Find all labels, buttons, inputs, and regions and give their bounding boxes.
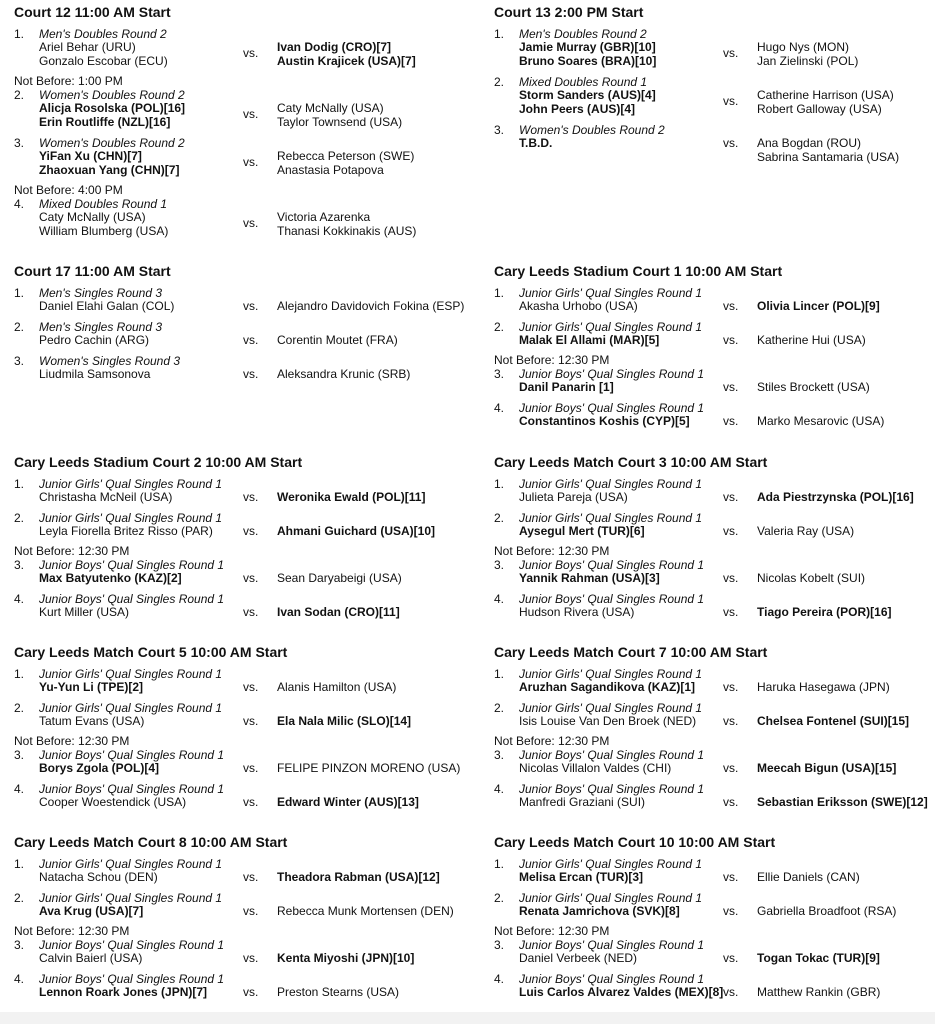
- right-player: Olivia Lincer (POL)[9]: [757, 299, 880, 313]
- event-name: Junior Boys' Qual Singles Round 1: [519, 782, 705, 796]
- match-row: [494, 971, 935, 1011]
- right-player: Victoria Azarenka: [277, 210, 371, 224]
- right-player: Catherine Harrison (USA): [757, 88, 894, 102]
- match-number: 4.: [14, 782, 25, 796]
- left-player: Zhaoxuan Yang (CHN)[7]: [39, 163, 180, 177]
- event-name: Women's Doubles Round 2: [39, 136, 185, 150]
- left-player: Kurt Miller (USA): [39, 605, 130, 619]
- match-row: [14, 87, 469, 127]
- event-name: Junior Girls' Qual Singles Round 1: [39, 667, 223, 681]
- left-player: Constantinos Koshis (CYP)[5]: [519, 414, 690, 428]
- event-name: Junior Girls' Qual Singles Round 1: [519, 511, 703, 525]
- court-title: Court 17 11:00 AM Start: [14, 263, 171, 279]
- event-name: Junior Boys' Qual Singles Round 1: [519, 592, 705, 606]
- right-player: Nicolas Kobelt (SUI): [757, 571, 866, 585]
- right-player: Ivan Dodig (CRO)[7]: [277, 40, 391, 54]
- left-player: Cooper Woestendick (USA): [39, 795, 187, 809]
- right-player: Caty McNally (USA): [277, 101, 384, 115]
- right-player: Kenta Miyoshi (JPN)[10]: [277, 951, 415, 965]
- left-player: Danil Panarin [1]: [519, 380, 614, 394]
- event-name: Junior Boys' Qual Singles Round 1: [519, 972, 705, 986]
- vs-label: vs.: [243, 524, 259, 538]
- match-number: 4.: [494, 782, 505, 796]
- left-player: Daniel Elahi Galan (COL): [39, 299, 175, 313]
- match-number: 4.: [14, 197, 25, 211]
- match-number: 1.: [494, 857, 505, 871]
- left-player: Erin Routliffe (NZL)[16]: [39, 115, 171, 129]
- right-player: Sebastian Eriksson (SWE)[12]: [757, 795, 928, 809]
- vs-label: vs.: [723, 795, 739, 809]
- court-title: Cary Leeds Match Court 10 10:00 AM Start: [494, 834, 776, 850]
- match-number: 3.: [14, 136, 25, 150]
- match-number: 2.: [14, 511, 25, 525]
- vs-label: vs.: [723, 333, 739, 347]
- not-before-note: Not Before: 12:30 PM: [14, 544, 130, 558]
- match-number: 4.: [494, 592, 505, 606]
- right-player: Weronika Ewald (POL)[11]: [277, 490, 426, 504]
- match-number: 1.: [494, 477, 505, 491]
- match-number: 2.: [14, 891, 25, 905]
- not-before-note: Not Before: 12:30 PM: [494, 544, 610, 558]
- match-row: [494, 781, 935, 821]
- left-player: Yu-Yun Li (TPE)[2]: [39, 680, 143, 694]
- event-name: Junior Boys' Qual Singles Round 1: [519, 748, 705, 762]
- left-player: Aysegul Mert (TUR)[6]: [519, 524, 645, 538]
- event-name: Junior Boys' Qual Singles Round 1: [39, 748, 225, 762]
- vs-label: vs.: [243, 951, 259, 965]
- left-player: YiFan Xu (CHN)[7]: [39, 149, 142, 163]
- match-number: 1.: [14, 286, 25, 300]
- match-number: 2.: [494, 511, 505, 525]
- match-row: [14, 135, 469, 175]
- left-player: Julieta Pareja (USA): [519, 490, 628, 504]
- left-player: Tatum Evans (USA): [39, 714, 145, 728]
- right-player: Alejandro Davidovich Fokina (ESP): [277, 299, 465, 313]
- left-player: Gonzalo Escobar (ECU): [39, 54, 168, 68]
- match-number: 2.: [494, 75, 505, 89]
- vs-label: vs.: [243, 367, 259, 381]
- vs-label: vs.: [723, 136, 739, 150]
- left-player: John Peers (AUS)[4]: [519, 102, 636, 116]
- event-name: Men's Singles Round 3: [39, 320, 163, 334]
- left-player: Liudmila Samsonova: [39, 367, 151, 381]
- match-row: [494, 591, 935, 631]
- vs-label: vs.: [723, 904, 739, 918]
- left-player: Melisa Ercan (TUR)[3]: [519, 870, 644, 884]
- court-title: Cary Leeds Stadium Court 1 10:00 AM Start: [494, 263, 783, 279]
- match-number: 3.: [494, 123, 505, 137]
- left-player: Calvin Baierl (USA): [39, 951, 143, 965]
- event-name: Junior Girls' Qual Singles Round 1: [39, 477, 223, 491]
- page-bottom-edge: [0, 1012, 935, 1024]
- event-name: Junior Boys' Qual Singles Round 1: [39, 938, 225, 952]
- not-before-note: Not Before: 12:30 PM: [14, 924, 130, 938]
- match-row: [14, 196, 469, 236]
- vs-label: vs.: [723, 870, 739, 884]
- event-name: Junior Girls' Qual Singles Round 1: [519, 286, 703, 300]
- match-number: 1.: [14, 477, 25, 491]
- match-number: 3.: [14, 354, 25, 368]
- left-player: Isis Louise Van Den Broek (NED): [519, 714, 697, 728]
- right-player: Aleksandra Krunic (SRB): [277, 367, 411, 381]
- right-player: Valeria Ray (USA): [757, 524, 855, 538]
- left-player: Alicja Rosolska (POL)[16]: [39, 101, 186, 115]
- court-title: Cary Leeds Stadium Court 2 10:00 AM Start: [14, 454, 303, 470]
- right-player: Corentin Moutet (FRA): [277, 333, 398, 347]
- event-name: Junior Boys' Qual Singles Round 1: [519, 938, 705, 952]
- right-player: Togan Tokac (TUR)[9]: [757, 951, 880, 965]
- left-player: Storm Sanders (AUS)[4]: [519, 88, 656, 102]
- court-title: Cary Leeds Match Court 3 10:00 AM Start: [494, 454, 768, 470]
- left-player: Aruzhan Sagandikova (KAZ)[1]: [519, 680, 696, 694]
- left-player: Luis Carlos Alvarez Valdes (MEX)[8]: [519, 985, 724, 999]
- event-name: Junior Boys' Qual Singles Round 1: [39, 972, 225, 986]
- vs-label: vs.: [723, 380, 739, 394]
- event-name: Junior Girls' Qual Singles Round 1: [519, 320, 703, 334]
- vs-label: vs.: [723, 524, 739, 538]
- match-number: 1.: [494, 27, 505, 41]
- event-name: Junior Girls' Qual Singles Round 1: [39, 511, 223, 525]
- left-player: Max Batyutenko (KAZ)[2]: [39, 571, 182, 585]
- match-number: 4.: [494, 972, 505, 986]
- court-title: Cary Leeds Match Court 8 10:00 AM Start: [14, 834, 288, 850]
- event-name: Junior Girls' Qual Singles Round 1: [39, 891, 223, 905]
- right-player: Haruka Hasegawa (JPN): [757, 680, 890, 694]
- right-player: Stiles Brockett (USA): [757, 380, 870, 394]
- vs-label: vs.: [243, 333, 259, 347]
- match-number: 1.: [14, 857, 25, 871]
- right-player: Ellie Daniels (CAN): [757, 870, 860, 884]
- right-player: Austin Krajicek (USA)[7]: [277, 54, 416, 68]
- match-number: 3.: [494, 748, 505, 762]
- match-row: [14, 591, 469, 631]
- match-row: [14, 353, 469, 393]
- right-player: Ivan Sodan (CRO)[11]: [277, 605, 400, 619]
- event-name: Mixed Doubles Round 1: [39, 197, 168, 211]
- right-player: Sean Daryabeigi (USA): [277, 571, 402, 585]
- right-player: Thanasi Kokkinakis (AUS): [277, 224, 417, 238]
- match-number: 4.: [14, 972, 25, 986]
- not-before-note: Not Before: 12:30 PM: [14, 734, 130, 748]
- left-player: Hudson Rivera (USA): [519, 605, 635, 619]
- right-player: Marko Mesarovic (USA): [757, 414, 885, 428]
- vs-label: vs.: [243, 107, 259, 121]
- right-player: Taylor Townsend (USA): [277, 115, 403, 129]
- vs-label: vs.: [723, 680, 739, 694]
- vs-label: vs.: [243, 795, 259, 809]
- not-before-note: Not Before: 12:30 PM: [494, 924, 610, 938]
- left-player: Caty McNally (USA): [39, 210, 146, 224]
- right-player: Katherine Hui (USA): [757, 333, 866, 347]
- vs-label: vs.: [243, 985, 259, 999]
- right-player: Rebecca Munk Mortensen (DEN): [277, 904, 454, 918]
- vs-label: vs.: [243, 571, 259, 585]
- not-before-note: Not Before: 4:00 PM: [14, 183, 123, 197]
- left-player: Ariel Behar (URU): [39, 40, 136, 54]
- left-player: Malak El Allami (MAR)[5]: [519, 333, 660, 347]
- left-player: Natacha Schou (DEN): [39, 870, 158, 884]
- left-player: Yannik Rahman (USA)[3]: [519, 571, 660, 585]
- left-player: Bruno Soares (BRA)[10]: [519, 54, 657, 68]
- right-player: Ana Bogdan (ROU): [757, 136, 862, 150]
- not-before-note: Not Before: 12:30 PM: [494, 734, 610, 748]
- left-player: Manfredi Graziani (SUI): [519, 795, 646, 809]
- left-player: Akasha Urhobo (USA): [519, 299, 638, 313]
- court-title: Court 13 2:00 PM Start: [494, 4, 644, 20]
- right-player: Rebecca Peterson (SWE): [277, 149, 415, 163]
- vs-label: vs.: [243, 216, 259, 230]
- left-player: T.B.D.: [519, 136, 553, 150]
- event-name: Junior Boys' Qual Singles Round 1: [39, 558, 225, 572]
- vs-label: vs.: [243, 761, 259, 775]
- match-number: 4.: [494, 401, 505, 415]
- right-player: Robert Galloway (USA): [757, 102, 882, 116]
- left-player: William Blumberg (USA): [39, 224, 169, 238]
- right-player: Jan Zielinski (POL): [757, 54, 859, 68]
- vs-label: vs.: [243, 680, 259, 694]
- vs-label: vs.: [723, 94, 739, 108]
- match-number: 2.: [494, 320, 505, 334]
- right-player: Ela Nala Milic (SLO)[14]: [277, 714, 412, 728]
- vs-label: vs.: [243, 605, 259, 619]
- event-name: Mixed Doubles Round 1: [519, 75, 648, 89]
- match-number: 3.: [14, 558, 25, 572]
- left-player: Renata Jamrichova (SVK)[8]: [519, 904, 680, 918]
- match-number: 1.: [494, 286, 505, 300]
- match-number: 1.: [14, 667, 25, 681]
- match-number: 2.: [494, 701, 505, 715]
- right-player: Edward Winter (AUS)[13]: [277, 795, 419, 809]
- event-name: Men's Doubles Round 2: [519, 27, 647, 41]
- match-number: 2.: [14, 88, 25, 102]
- event-name: Junior Girls' Qual Singles Round 1: [39, 857, 223, 871]
- vs-label: vs.: [723, 951, 739, 965]
- vs-label: vs.: [243, 299, 259, 313]
- match-number: 3.: [14, 748, 25, 762]
- vs-label: vs.: [723, 414, 739, 428]
- match-number: 2.: [494, 891, 505, 905]
- left-player: Leyla Fiorella Britez Risso (PAR): [39, 524, 213, 538]
- match-number: 1.: [494, 667, 505, 681]
- match-number: 2.: [14, 701, 25, 715]
- right-player: Hugo Nys (MON): [757, 40, 850, 54]
- match-row: [14, 781, 469, 821]
- right-player: Alanis Hamilton (USA): [277, 680, 397, 694]
- match-number: 3.: [14, 938, 25, 952]
- match-row: [494, 74, 935, 114]
- vs-label: vs.: [723, 985, 739, 999]
- event-name: Women's Doubles Round 2: [39, 88, 185, 102]
- vs-label: vs.: [723, 761, 739, 775]
- court-title: Cary Leeds Match Court 7 10:00 AM Start: [494, 644, 768, 660]
- match-row: [494, 26, 935, 66]
- right-player: Anastasia Potapova: [277, 163, 384, 177]
- event-name: Junior Boys' Qual Singles Round 1: [519, 401, 705, 415]
- vs-label: vs.: [243, 870, 259, 884]
- vs-label: vs.: [243, 490, 259, 504]
- event-name: Junior Girls' Qual Singles Round 1: [39, 701, 223, 715]
- event-name: Junior Boys' Qual Singles Round 1: [39, 592, 225, 606]
- event-name: Women's Singles Round 3: [39, 354, 181, 368]
- left-player: Pedro Cachin (ARG): [39, 333, 150, 347]
- event-name: Junior Girls' Qual Singles Round 1: [519, 667, 703, 681]
- match-number: 1.: [14, 27, 25, 41]
- right-player: Ada Piestrzynska (POL)[16]: [757, 490, 914, 504]
- not-before-note: Not Before: 1:00 PM: [14, 74, 123, 88]
- event-name: Junior Girls' Qual Singles Round 1: [519, 477, 703, 491]
- right-player: FELIPE PINZON MORENO (USA): [277, 761, 461, 775]
- right-player: Sabrina Santamaria (USA): [757, 150, 900, 164]
- vs-label: vs.: [243, 904, 259, 918]
- match-row: [14, 26, 469, 66]
- right-player: Theadora Rabman (USA)[12]: [277, 870, 440, 884]
- right-player: Gabriella Broadfoot (RSA): [757, 904, 897, 918]
- event-name: Men's Doubles Round 2: [39, 27, 167, 41]
- left-player: Daniel Verbeek (NED): [519, 951, 638, 965]
- event-name: Junior Girls' Qual Singles Round 1: [519, 701, 703, 715]
- match-number: 3.: [494, 938, 505, 952]
- left-player: Jamie Murray (GBR)[10]: [519, 40, 656, 54]
- right-player: Ahmani Guichard (USA)[10]: [277, 524, 436, 538]
- match-row: [494, 122, 935, 162]
- event-name: Women's Doubles Round 2: [519, 123, 665, 137]
- match-number: 3.: [494, 558, 505, 572]
- match-number: 4.: [14, 592, 25, 606]
- vs-label: vs.: [723, 46, 739, 60]
- event-name: Junior Girls' Qual Singles Round 1: [519, 891, 703, 905]
- event-name: Junior Boys' Qual Singles Round 1: [39, 782, 225, 796]
- right-player: Chelsea Fontenel (SUI)[15]: [757, 714, 910, 728]
- vs-label: vs.: [243, 155, 259, 169]
- right-player: Preston Stearns (USA): [277, 985, 400, 999]
- right-player: Meecah Bigun (USA)[15]: [757, 761, 897, 775]
- left-player: Christasha McNeil (USA): [39, 490, 173, 504]
- match-number: 3.: [494, 367, 505, 381]
- left-player: Ava Krug (USA)[7]: [39, 904, 144, 918]
- right-player: Matthew Rankin (GBR): [757, 985, 881, 999]
- vs-label: vs.: [723, 605, 739, 619]
- event-name: Junior Boys' Qual Singles Round 1: [519, 558, 705, 572]
- court-title: Cary Leeds Match Court 5 10:00 AM Start: [14, 644, 288, 660]
- match-number: 2.: [14, 320, 25, 334]
- vs-label: vs.: [723, 571, 739, 585]
- left-player: Lennon Roark Jones (JPN)[7]: [39, 985, 208, 999]
- match-row: [14, 971, 469, 1011]
- left-player: Nicolas Villalon Valdes (CHI): [519, 761, 672, 775]
- event-name: Junior Girls' Qual Singles Round 1: [519, 857, 703, 871]
- court-title: Court 12 11:00 AM Start: [14, 4, 171, 20]
- not-before-note: Not Before: 12:30 PM: [494, 353, 610, 367]
- right-player: Tiago Pereira (POR)[16]: [757, 605, 892, 619]
- vs-label: vs.: [723, 490, 739, 504]
- match-row: [494, 400, 935, 440]
- vs-label: vs.: [243, 714, 259, 728]
- event-name: Men's Singles Round 3: [39, 286, 163, 300]
- vs-label: vs.: [723, 299, 739, 313]
- vs-label: vs.: [243, 46, 259, 60]
- vs-label: vs.: [723, 714, 739, 728]
- left-player: Borys Zgola (POL)[4]: [39, 761, 160, 775]
- event-name: Junior Boys' Qual Singles Round 1: [519, 367, 705, 381]
